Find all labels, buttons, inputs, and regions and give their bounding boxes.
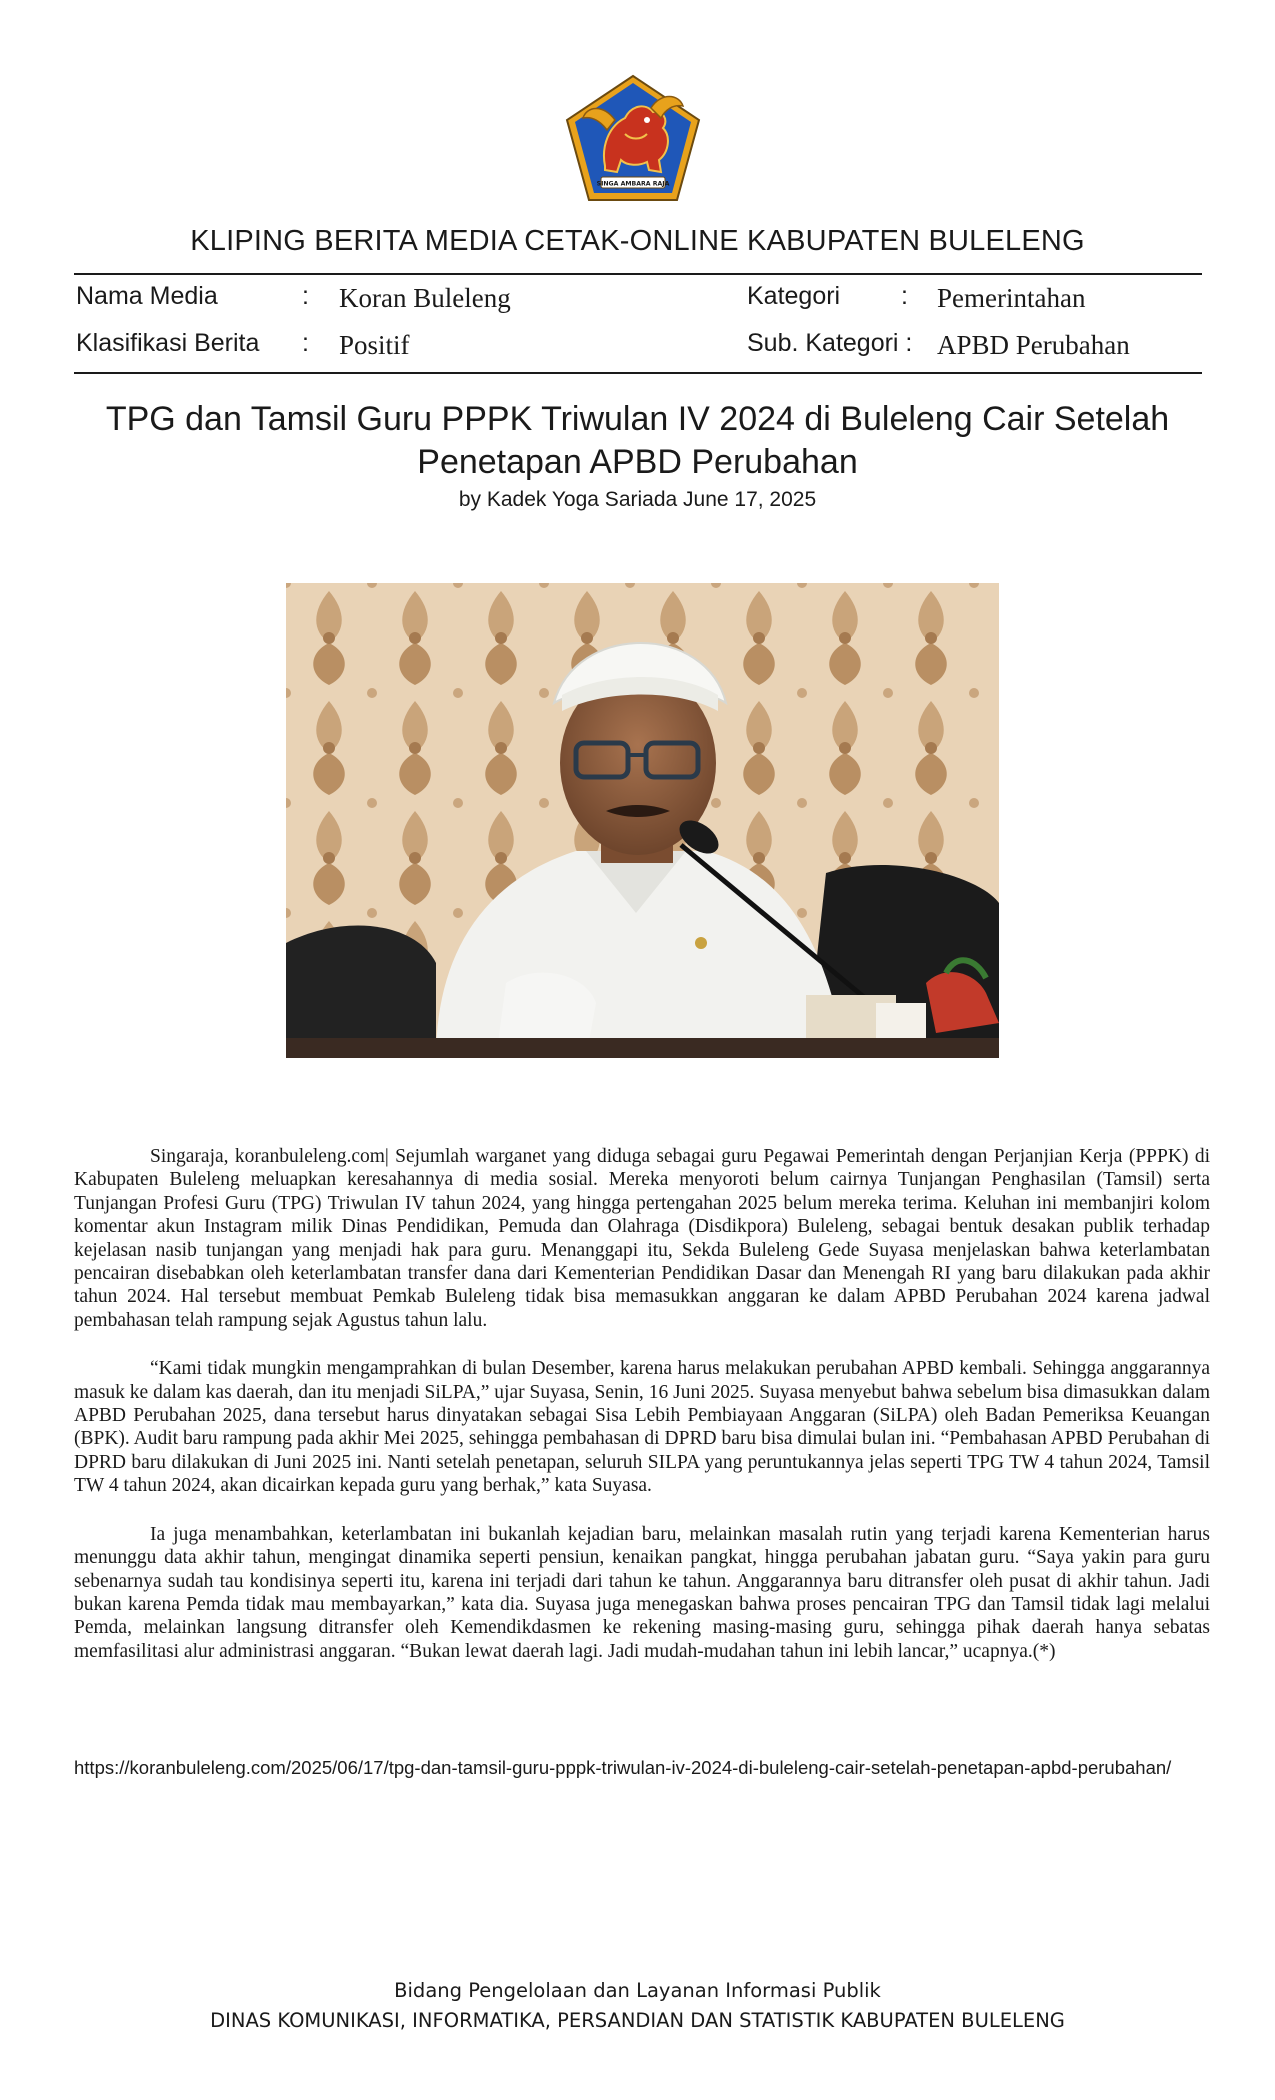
kategori-colon: :: [901, 282, 908, 310]
page-footer: [0, 1976, 1275, 2036]
article-paragraph-2: “Kami tidak mungkin mengamprahkan di bulan Desember, karena harus melakukan perubahan APBD kembali. Sehingga anggarannya masuk ke dalam kas daerah, dan itu menjadi SiLPA,” ujar Suyasa, Senin, 16 Juni 2025. Suyasa menyebut bahwa sebelum bisa dimasukkan dalam APBD Perubahan 2025, dana tersebut harus dinyatakan sebagai Sisa Lebih Pembiayaan Anggaran (SiLPA) oleh Badan Pemeriksa Keuangan (BPK). Audit baru rampung pada akhir Mei 2025, sehingga pembahasan di DPRD baru bisa dimulai bulan ini. “Pembahasan APBD Perubahan di DPRD baru dilakukan di Juni 2025 ini. Nanti setelah penetapan, seluruh SILPA yang peruntukannya jelas seperti TPG TW 4 tahun 2024, Tamsil TW 4 tahun 2024, akan dicairkan kepada guru yang berhak,” kata Suyasa.: [74, 1358, 1210, 1497]
klasifikasi-label: Klasifikasi Berita: [76, 329, 260, 357]
article-byline: by Kadek Yoga Sariada June 17, 2025: [458, 488, 817, 511]
kategori-label: Kategori: [747, 282, 841, 310]
nama-media-value: Koran Buleleng: [339, 283, 511, 313]
article-paragraph-1: Singaraja, koranbuleleng.com| Sejumlah warganet yang diduga sebagai guru Pegawai Pemerintah dengan Perjanjian Kerja (PPPK) di Kabupaten Buleleng meluapkan keresahannya di media sosial. Mereka menyoroti belum cairnya Tunjangan Penghasilan (Tamsil) serta Tunjangan Profesi Guru (TPG) Triwulan IV tahun 2024, yang hingga pertengahan 2025 belum mereka terima. Keluhan ini membanjiri kolom komentar akun Instagram milik Dinas Pendidikan, Pemuda dan Olahraga (Disdikpora) Buleleng, sebagai bentuk desakan publik terhadap kejelasan nasib tunjangan yang menjadi hak para guru. Menanggapi itu, Sekda Buleleng Gede Suyasa menjelaskan bahwa keterlambatan pencairan disebabkan oleh keterlambatan transfer dana dari Kementerian Pendidikan Dasar dan Menengah RI yang baru dilakukan pada akhir tahun 2024. Hal tersebut membuat Pemkab Buleleng tidak bisa memasukkan anggaran ke dalam APBD Perubahan 2024 karena jadwal pembahasan telah rampung sejak Agustus tahun lalu.: [74, 1146, 1210, 1331]
header-rule-top: [74, 273, 1202, 275]
clipping-header-title: KLIPING BERITA MEDIA CETAK-ONLINE KABUPATEN BULELENG: [190, 225, 1085, 257]
footer-department: Bidang Pengelolaan dan Layanan Informasi Publik: [394, 1979, 881, 2002]
nama-media-label: Nama Media: [76, 282, 218, 310]
official-speaking-photo: [286, 583, 999, 1058]
kategori-value: Pemerintahan: [937, 283, 1086, 313]
sub-kategori-value: APBD Perubahan: [937, 330, 1130, 360]
article-body: [74, 1145, 1210, 1688]
logo-motto: SINGA AMBARA RAJA: [596, 180, 670, 188]
source-url-link[interactable]: https://koranbuleleng.com/2025/06/17/tpg-dan-tamsil-guru-pppk-triwulan-iv-2024-di-buleleng-cair-setelah-penetapan-apbd-perubahan/: [74, 1757, 1172, 1778]
article-paragraph-3: Ia juga menambahkan, keterlambatan ini bukanlah kejadian baru, melainkan masalah rutin yang terjadi karena Kementerian harus menunggu data akhir tahun, mengingat dinamika seperti pensiun, kenaikan pangkat, hingga perubahan jabatan guru. “Saya yakin para guru sebenarnya sudah tau kondisinya seperti itu, karena ini terjadi dari tahun ke tahun. Anggarannya baru ditransfer oleh pusat di akhir tahun. Jadi bukan karena Pemda tidak mau membayarkan,” kata dia. Suyasa juga menegaskan bahwa proses pencairan TPG dan Tamsil tidak lagi melalui Pemda, melainkan langsung ditransfer oleh Kemendikdasmen ke rekening masing-masing guru, sehingga pihak daerah hanya sebatas memfasilitasi alur administrasi anggaran. “Bukan lewat daerah lagi. Jadi mudah-mudahan tahun ini lebih lancar,” ucapnya.(*): [74, 1523, 1210, 1662]
article-title: TPG dan Tamsil Guru PPPK Triwulan IV 2024 di Buleleng Cair Setelah Penetapan APBD Perubahan: [105, 400, 1170, 481]
klasifikasi-colon: :: [302, 329, 309, 357]
regency-logo: [565, 74, 701, 202]
regency-emblem-icon: [565, 74, 701, 202]
nama-media-colon: :: [302, 282, 309, 310]
article-photo: [286, 583, 999, 1058]
footer-agency: DINAS KOMUNIKASI, INFORMATIKA, PERSANDIAN DAN STATISTIK KABUPATEN BULELENG: [210, 2009, 1065, 2032]
header-rule-bottom: [74, 372, 1202, 374]
sub-kategori-label: Sub. Kategori :: [747, 329, 913, 357]
klasifikasi-value: Positif: [339, 330, 410, 360]
